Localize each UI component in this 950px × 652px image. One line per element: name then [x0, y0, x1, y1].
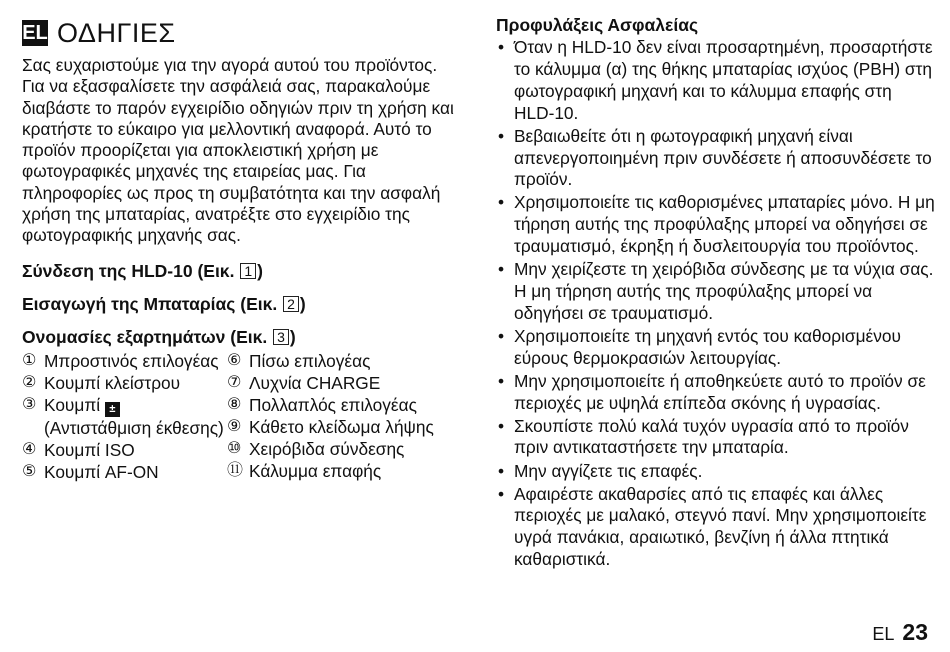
part-label: Χειρόβιδα σύνδεσης [249, 438, 405, 459]
page-footer [872, 619, 928, 646]
part-number: ② [22, 373, 37, 391]
part-number: ⑦ [227, 373, 242, 391]
part-label [44, 394, 227, 439]
safety-item: • Όταν η HLD-10 δεν είναι προσαρτημένη, προσαρτήστε το κάλυμμα (α) της θήκης μπαταρίας ισχύος (PBH) στη φωτογραφική μηχανή και το κάλυμμα επαφής στη HLD-10. [496, 37, 936, 124]
part-item [227, 350, 462, 372]
right-column [496, 14, 936, 571]
part-label: Λυχνία CHARGE [249, 372, 381, 393]
part-label: Μπροστινός επιλογέας [44, 350, 219, 371]
part-label: Πολλαπλός επιλογέας [249, 394, 417, 415]
page-number: 23 [902, 619, 928, 645]
part-number: ⑪ [227, 461, 244, 479]
language-badge: EL [22, 22, 48, 44]
heading-connection [22, 260, 462, 282]
part-label: Κάλυμμα επαφής [249, 460, 382, 481]
heading-parts-close: ) [289, 326, 296, 347]
heading-battery-text: Εισαγωγή της Μπαταρίας (Εικ. [22, 293, 278, 314]
parts-list [22, 350, 462, 483]
part-number: ⑤ [22, 462, 37, 480]
safety-item: • Χρησιμοποιείτε τη μηχανή εντός του καθορισμένου εύρους θερμοκρασιών λειτουργίας. [496, 326, 936, 370]
heading-battery [22, 293, 462, 315]
left-column [22, 14, 462, 483]
part-item [227, 394, 462, 416]
exposure-compensation-icon: ± [105, 402, 120, 417]
part-label: Πίσω επιλογέας [249, 350, 371, 371]
part-label: Κάθετο κλείδωμα λήψης [249, 416, 434, 437]
part-number: ④ [22, 440, 37, 458]
intro-paragraph: Σας ευχαριστούμε για την αγορά αυτού του προϊόντος. Για να εξασφαλίσετε την ασφάλειά σας, παρακαλούμε διαβάστε το παρόν εγχειρίδιο οδηγιών πριν τη χρήση και κρατήστε το εύκαιρο για μελλοντική αναφορά. Αυτό το προϊόν προορίζεται για αποκλειστική χρήση με φωτογραφικές μηχανές της εταιρείας μας. Για πληροφορίες ως προς τη συμβατότητα και την ασφαλή χρήση της μπαταρίας, ανατρέξτε στο εγχειρίδιο της φωτογραφικής μηχανής σας. [22, 55, 454, 246]
part-label-b: (Αντιστάθμιση έκθεσης) [44, 417, 224, 438]
part-label: Κουμπί κλείστρου [44, 372, 181, 393]
page-title [22, 16, 462, 50]
safety-item: • Χρησιμοποιείτε τις καθορισμένες μπαταρίες μόνο. Η μη τήρηση αυτής της προφύλαξης μπορεί να οδηγήσει σε τραυματισμό, έκρηξη ή δυσλειτουργία του προϊόντος. [496, 192, 936, 257]
heading-connection-close: ) [257, 260, 263, 281]
safety-item: • Αφαιρέστε ακαθαρσίες από τις επαφές και άλλες περιοχές με μαλακό, στεγνό πανί. Μην χρησιμοποιείτε υγρά πανάκια, αραιωτικό, βενζίνη ή άλλα πτητικά καθαριστικά. [496, 484, 936, 571]
part-number: ⑥ [227, 351, 242, 369]
part-label-a: Κουμπί [44, 394, 101, 415]
heading-parts [22, 326, 462, 348]
footer-language: EL [872, 624, 895, 644]
part-label: Κουμπί AF-ON [44, 461, 159, 482]
heading-parts-text: Ονομασίες εξαρτημάτων (Εικ. [22, 326, 268, 347]
part-number: ⑨ [227, 417, 242, 435]
part-number: ① [22, 351, 37, 369]
part-item [22, 439, 227, 461]
part-item [227, 372, 462, 394]
parts-column-left [22, 350, 227, 483]
figure-ref-1: 1 [240, 263, 256, 279]
parts-column-right [227, 350, 462, 483]
safety-list [496, 37, 936, 571]
part-item [22, 394, 227, 439]
part-number: ③ [22, 395, 37, 413]
figure-ref-3: 3 [273, 329, 289, 345]
part-item [22, 372, 227, 394]
safety-item: • Μην αγγίζετε τις επαφές. [496, 461, 936, 483]
part-number: ⑧ [227, 395, 242, 413]
heading-connection-text: Σύνδεση της HLD-10 (Εικ. [22, 260, 235, 281]
figure-ref-2: 2 [283, 296, 299, 312]
part-item [227, 438, 462, 460]
heading-battery-close: ) [299, 293, 306, 314]
part-label: Κουμπί ISO [44, 439, 135, 460]
part-item [22, 461, 227, 483]
safety-item: • Βεβαιωθείτε ότι η φωτογραφική μηχανή είναι απενεργοποιημένη πριν συνδέσετε ή αποσυνδέσετε το προϊόν. [496, 126, 936, 191]
part-item [227, 416, 462, 438]
part-number: ⑩ [227, 439, 242, 457]
part-item [227, 460, 462, 482]
safety-item: • Μην χρησιμοποιείτε ή αποθηκεύετε αυτό το προϊόν σε περιοχές με υψηλά επίπεδα σκόνης ή υγρασίας. [496, 371, 936, 415]
safety-title: Προφυλάξεις Ασφαλείας [496, 15, 699, 35]
part-item [22, 350, 227, 372]
safety-item: • Μην χειρίζεστε τη χειρόβιδα σύνδεσης με τα νύχια σας. Η μη τήρηση αυτής της προφύλαξης μπορεί να οδηγήσει σε τραυματισμό. [496, 259, 936, 324]
title-text: ΟΔΗΓΙΕΣ [57, 17, 176, 48]
safety-item: • Σκουπίστε πολύ καλά τυχόν υγρασία από το προϊόν πριν αντικαταστήσετε την μπαταρία. [496, 416, 936, 460]
